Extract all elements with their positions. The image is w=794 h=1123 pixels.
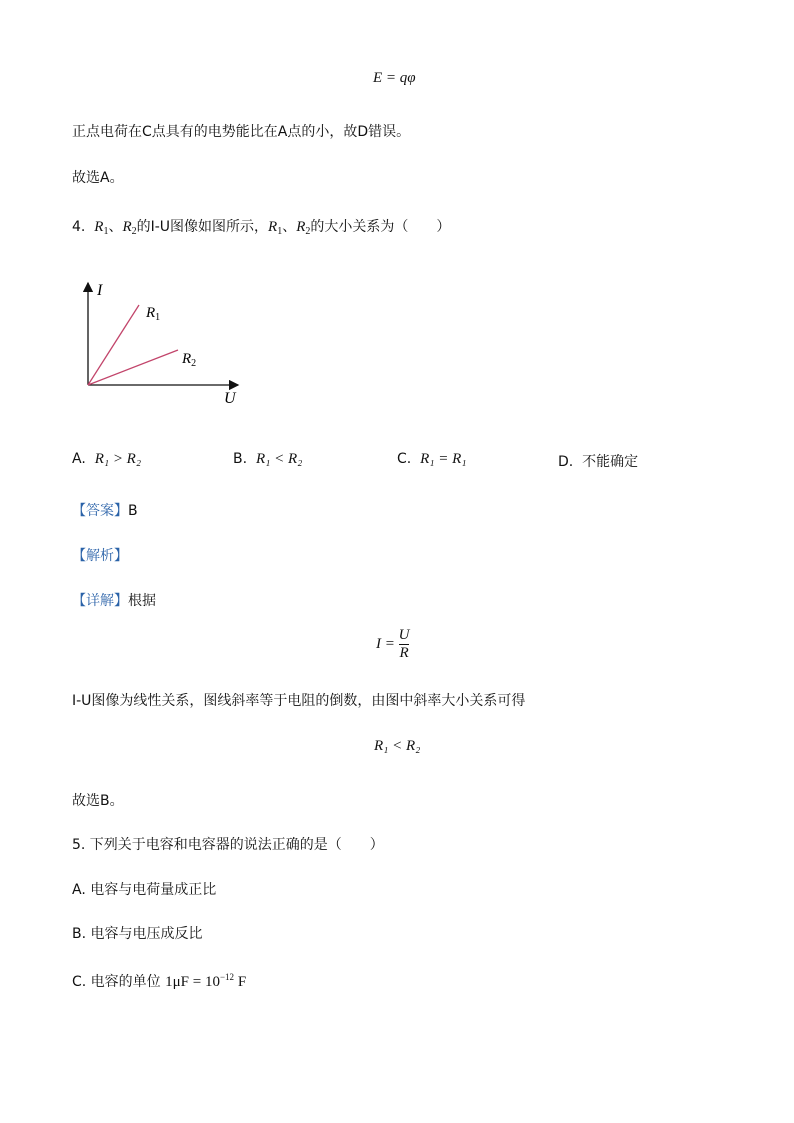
- equation-energy: E = qφ: [373, 70, 416, 86]
- answer-line: [72, 500, 138, 520]
- q5-option-c[interactable]: C. 电容的单位 $1\mu F = 10^{-12}$ F: [72, 972, 247, 990]
- label-r1: $R_1$: [146, 305, 161, 323]
- q5-option-b[interactable]: B. 电容与电压成反比: [72, 926, 203, 942]
- question-4-stem: 4. $R_1$、$R_2$的I-U图像如图所示，$R_1$、$R_2$的大小关系为（ ）: [72, 219, 451, 237]
- x-axis-label: U: [224, 390, 236, 407]
- option-c[interactable]: C. R₁ = R₁: [397, 451, 467, 467]
- detail-line: [72, 590, 156, 610]
- r1-symbol-2: $R_1$: [268, 219, 283, 237]
- analysis-line: [72, 545, 128, 565]
- text-choose-a: 故选A。: [72, 170, 124, 186]
- q5-option-a[interactable]: A. 电容与电荷量成正比: [72, 882, 217, 898]
- text-choose-b: 故选B。: [72, 793, 124, 809]
- question-5-stem: 5. 下列关于电容和电容器的说法正确的是（ ）: [72, 837, 384, 853]
- detail-tag: 【详解】: [72, 593, 128, 609]
- option-b[interactable]: B. R₁ < R₂: [233, 451, 303, 467]
- line-r1: [88, 305, 139, 385]
- answer-value: B: [128, 503, 138, 519]
- r2-symbol: $R_2$: [122, 219, 137, 237]
- stem-middle: 的I-U图像如图所示，: [136, 219, 269, 235]
- iu-graph: [70, 275, 250, 410]
- question-number: 4.: [72, 219, 86, 235]
- text-iu-linear: I-U图像为线性关系，图线斜率等于电阻的倒数，由图中斜率大小关系可得: [72, 693, 526, 709]
- line-r2: [88, 350, 178, 385]
- y-axis-label: I: [97, 282, 103, 299]
- label-r2: $R_2$: [182, 351, 197, 369]
- answer-tag: 【答案】: [72, 503, 128, 519]
- option-a[interactable]: A. R₁ > R₂: [72, 451, 142, 467]
- equation-ohm: I = $\frac{U}{R}$: [376, 627, 410, 661]
- separator: 、: [108, 219, 123, 235]
- detail-text: 根据: [128, 593, 156, 609]
- stem-end: 的大小关系为（ ）: [310, 219, 451, 235]
- text-d-wrong: 正点电荷在C点具有的电势能比在A点的小，故D错误。: [72, 124, 411, 140]
- r1-symbol: $R_1$: [94, 219, 109, 237]
- equation-result: R₁ < R₂: [374, 738, 421, 754]
- option-d[interactable]: D. 不能确定: [558, 454, 639, 470]
- r2-symbol-2: $R_2$: [296, 219, 311, 237]
- unit-formula: $1\mu F = 10^{-12}$ F: [165, 972, 247, 990]
- analysis-tag: 【解析】: [72, 548, 128, 564]
- fraction: $\frac{U}{R}$: [398, 627, 410, 661]
